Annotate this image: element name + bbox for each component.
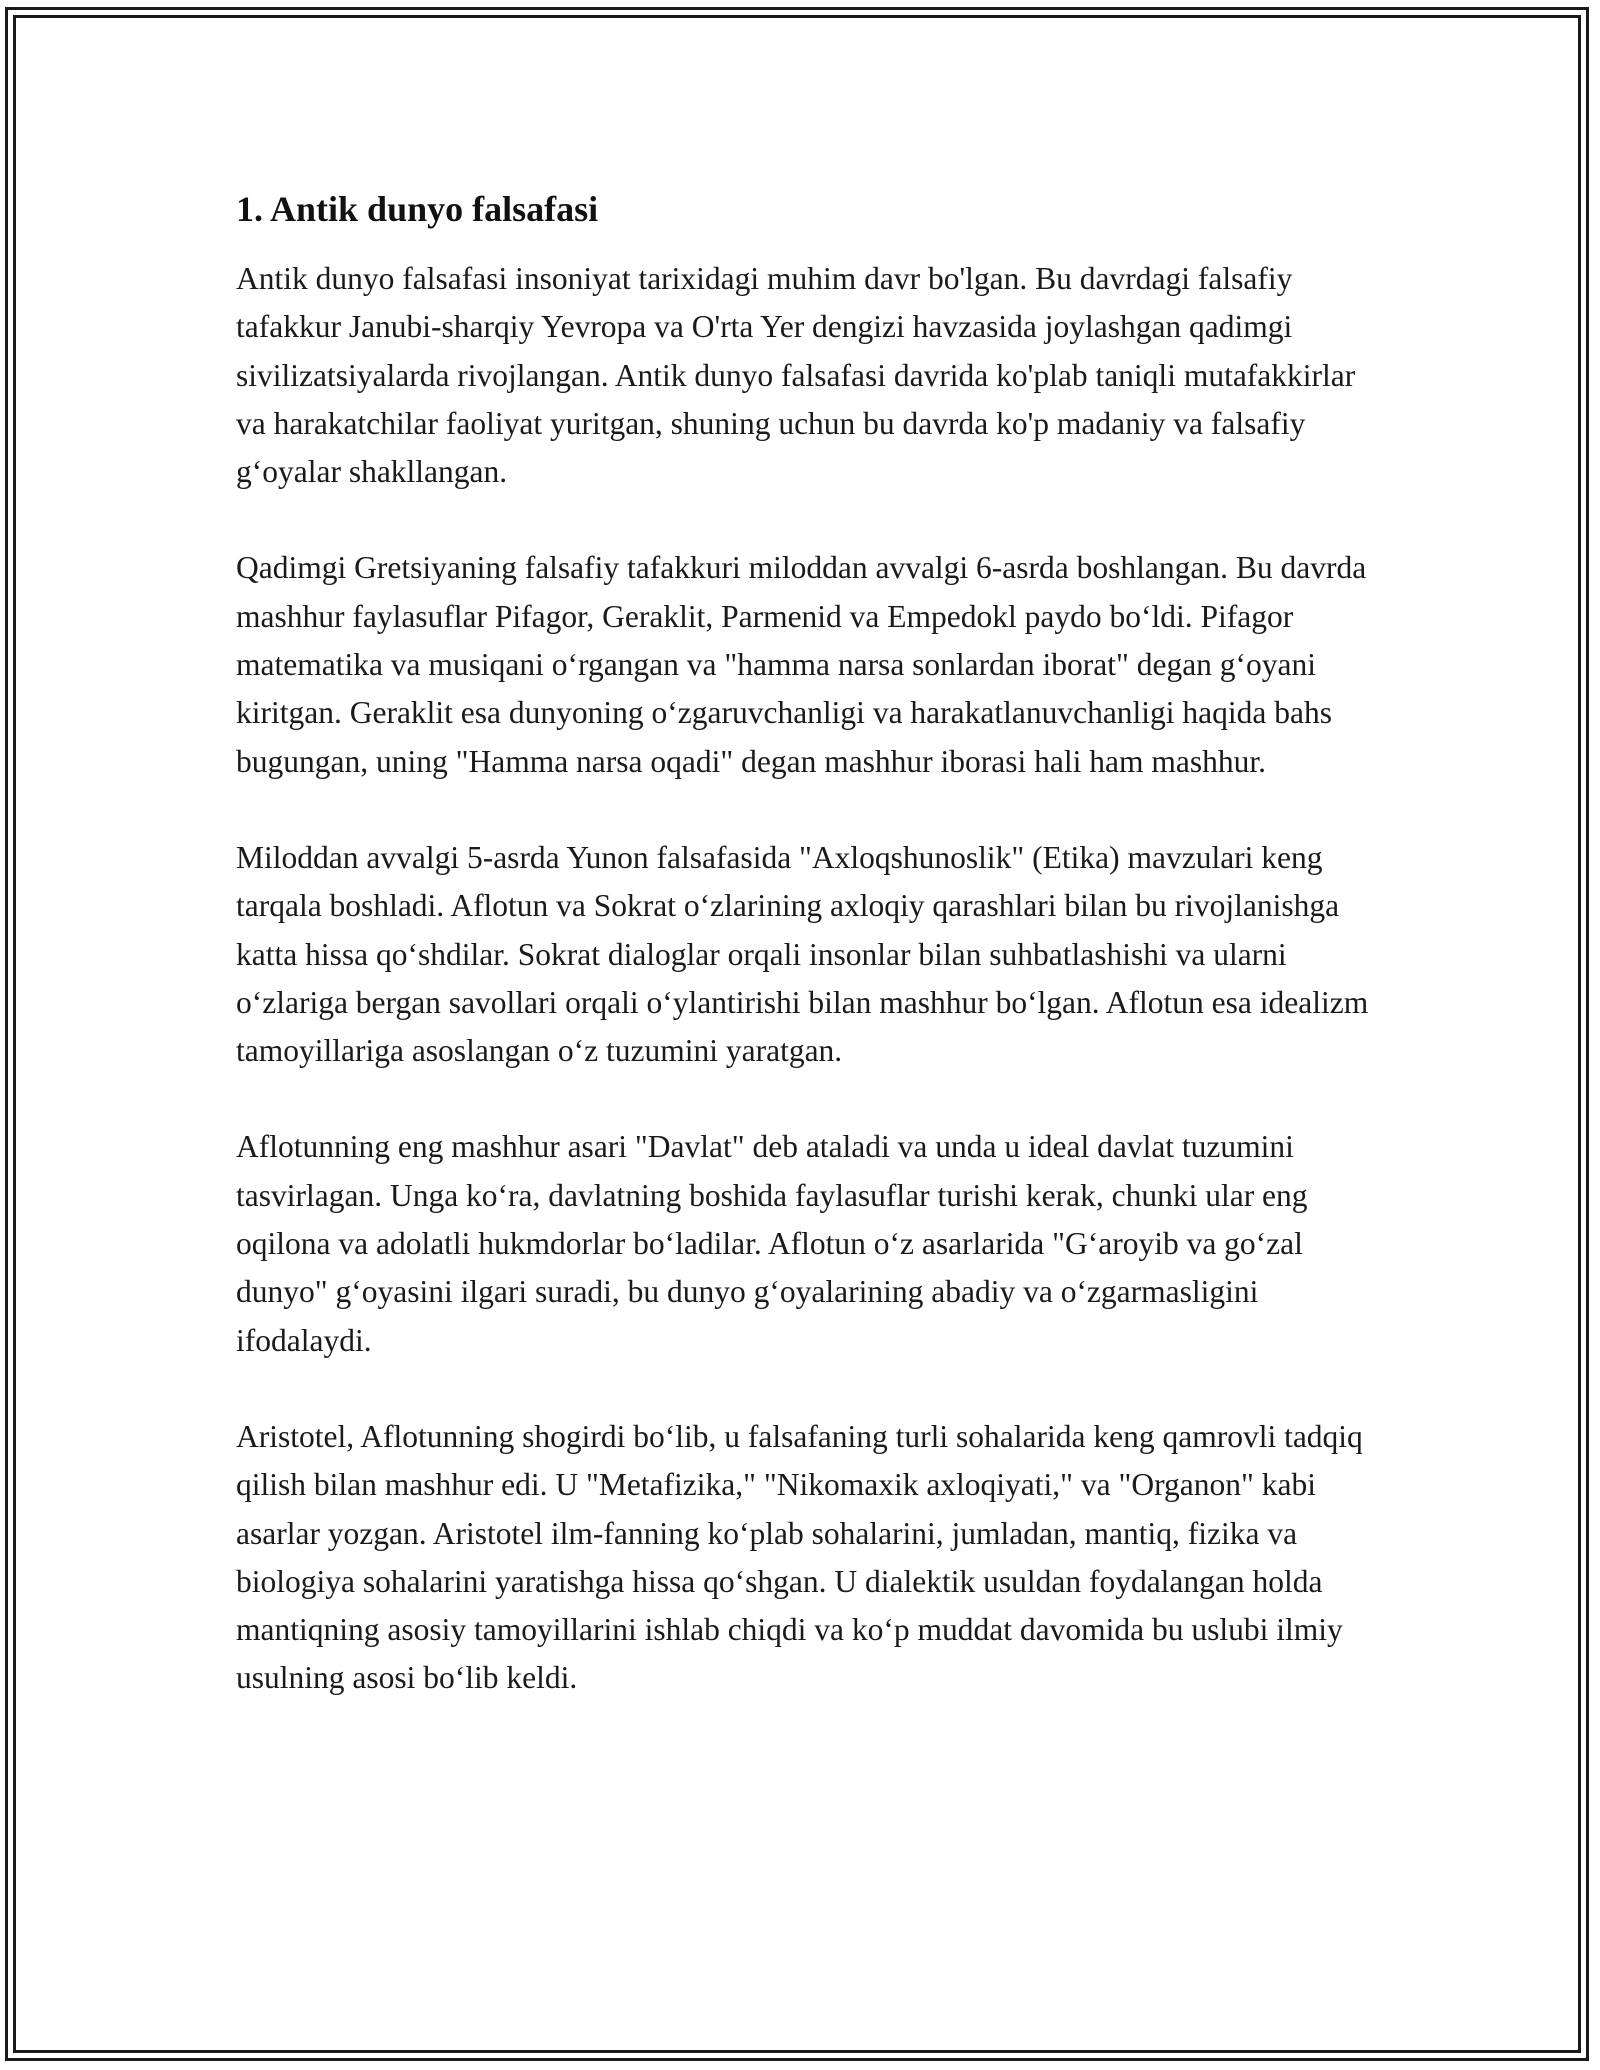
paragraph-aristotel: Aristotel, Aflotunning shogirdi bo‘lib, u falsafaning turli sohalarida keng qamrovli tadqiq qilish bilan mashhur edi. U "Metafizika," "Nikomaxik axloqiyati," va "Organon" kabi asarlar yozgan. Aristotel ilm-fanning ko‘plab sohalarini, jumladan, mantiq, fizika va biologiya sohalarini yaratishga hissa qo‘shgan. U dialektik usuldan foydalangan holda mantiqning asosiy tamoyillarini ishlab chiqdi va ko‘p muddat davomida bu uslubi ilmiy usulning asosi bo‘lib keldi. — [236, 1418, 1363, 1696]
paragraph-davlat: Aflotunning eng mashhur asari "Davlat" deb ataladi va unda u ideal davlat tuzumini tasvirlagan. Unga ko‘ra, davlatning boshida faylasuflar turishi kerak, chunki ular eng oqilona va adolatli hukmdorlar bo‘ladilar. Aflotun o‘z asarlarida "G‘aroyib va go‘zal dunyo" g‘oyasini ilgari suradi, bu dunyo g‘oyalarining abadiy va o‘zgarmasligini ifodalaydi. — [236, 1129, 1308, 1358]
paragraph-axloqshunoslik: Miloddan avvalgi 5-asrda Yunon falsafasida "Axloqshunoslik" (Etika) mavzulari keng tarqala boshladi. Aflotun va Sokrat o‘zlarining axloqiy qarashlari bilan bu rivojlanishga katta hissa qo‘shdilar. Sokrat dialoglar orqali insonlar bilan suhbatlashishi va ularni o‘zlariga bergan savollari orqali o‘ylantirishi bilan mashhur bo‘lgan. Aflotun esa idealizm tamoyillariga asoslangan o‘z tuzumini yaratgan. — [236, 839, 1369, 1069]
paragraph-qadimgi-gretsiya: Qadimgi Gretsiyaning falsafiy tafakkuri miloddan avvalgi 6-asrda boshlangan. Bu davrda mashhur faylasuflar Pifagor, Geraklit, Parmenid va Empedokl paydo bo‘ldi. Pifagor matematika va musiqani o‘rgangan va "hamma narsa sonlardan iborat" degan g‘oyani kiritgan. Geraklit esa dunyoning o‘zgaruvchanligi va harakatlanuvchanligi haqida bahs bugungan, uning "Hamma narsa oqadi" degan mashhur iborasi hali ham mashhur. — [236, 550, 1367, 779]
section-heading: 1. Antik dunyo falsafasi — [236, 189, 599, 229]
document-body — [236, 185, 1376, 1751]
paragraph-antik-dunyo: Antik dunyo falsafasi insoniyat tarixidagi muhim davr bo'lgan. Bu davrdagi falsafiy tafakkur Janubi-sharqiy Yevropa va O'rta Yer dengizi havzasida joylashgan qadimgi sivilizatsiyalarda rivojlangan. Antik dunyo falsafasi davrida ko'plab taniqli mutafakkirlar va harakatchilar faoliyat yuritgan, shuning uchun bu davrda ko'p madaniy va falsafiy g‘oyalar shakllangan. — [236, 261, 1356, 490]
